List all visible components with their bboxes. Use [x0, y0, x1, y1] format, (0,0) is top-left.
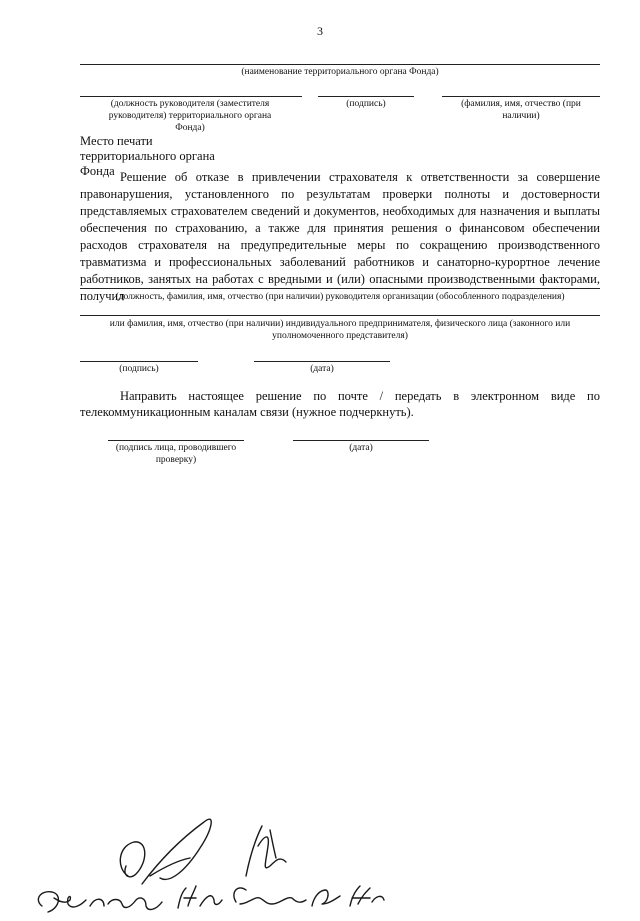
- inspector-signature-caption: (подпись лица, проводившего проверку): [115, 443, 237, 465]
- entrepreneur-caption: или фамилия, имя, отчество (при наличии) индивидуального предпринимателя, физического лица (законного или уполномоченного представителя): [109, 319, 571, 341]
- stamp-place-label: Место печати территориального органа Фонда: [80, 134, 215, 178]
- recipient-date-caption: (дата): [310, 364, 334, 374]
- org-head-caption: (должность, фамилия, имя, отчество (при наличии) руководителя организации (обособленного подразделения): [115, 292, 565, 302]
- page-number: 3: [317, 24, 323, 38]
- full-name-caption: (фамилия, имя, отчество (при наличии): [461, 99, 581, 121]
- fund-body-caption: (наименование территориального органа Фонда): [241, 67, 439, 77]
- signature-caption: (подпись): [346, 99, 386, 109]
- send-paragraph: Направить настоящее решение по почте / передать в электронном виде по телекоммуникационным каналам связи (нужное подчеркнуть).: [80, 389, 600, 419]
- decision-paragraph: Решение об отказе в привлечении страхователя к ответственности за совершение правонарушения, установленного по результатам проверки полноты и достоверности представляемых страхователем сведений и документов, необходимых для назначения и выплаты обеспечения по страхованию, а также для принятия решения о финансовом обеспечении расходов страхователя на предупредительные меры по сокращению производственного травматизма и профессиональных заболеваний работников и санаторно-курортное лечение работников, занятых на работах с вредными и (или) опасными производственными факторами, получил: [80, 170, 600, 303]
- head-position-caption: (должность руководителя (заместителя руководителя) территориального органа Фонда): [108, 99, 272, 133]
- inspector-date-caption: (дата): [349, 443, 373, 453]
- recipient-signature-caption: (подпись): [119, 364, 159, 374]
